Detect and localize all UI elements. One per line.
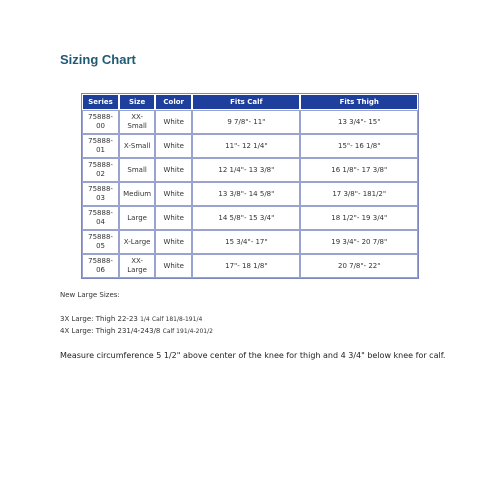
size-note-3x-calf: Calf 181/8-191/4 (151, 316, 203, 323)
cell-fits-thigh: 19 3/4"- 20 7/8" (300, 230, 418, 254)
header-fits-calf: Fits Calf (192, 94, 300, 110)
header-fits-thigh: Fits Thigh (300, 94, 418, 110)
cell-fits-calf: 12 1/4"- 13 3/8" (192, 158, 300, 182)
series-prefix: 75888- (88, 209, 113, 217)
cell-fits-calf: 11"- 12 1/4" (192, 134, 300, 158)
cell-series (82, 230, 119, 254)
cell-color: White (155, 206, 192, 230)
cell-size: X-Large (119, 230, 155, 254)
series-suffix: 05 (96, 242, 105, 250)
table-row (82, 230, 418, 254)
cell-fits-calf: 9 7/8"- 11" (192, 110, 300, 134)
measurement-instructions: Measure circumference 5 1/2" above center of the knee for thigh and 4 3/4" below knee for calf. (60, 351, 446, 360)
series-suffix: 06 (96, 266, 105, 274)
cell-color: White (155, 134, 192, 158)
table-row (82, 110, 418, 134)
series-suffix: 01 (96, 146, 105, 154)
cell-size (119, 254, 155, 278)
cell-series (82, 134, 119, 158)
size-line-1: XX- (131, 113, 144, 121)
series-suffix: 04 (96, 218, 105, 226)
new-large-sizes-heading: New Large Sizes: (60, 291, 120, 299)
cell-color: White (155, 254, 192, 278)
size-note-4x (60, 327, 213, 335)
series-prefix: 75888- (88, 113, 113, 121)
series-prefix: 75888- (88, 137, 113, 145)
header-size: Size (119, 94, 155, 110)
header-series: Series (82, 94, 119, 110)
cell-color: White (155, 182, 192, 206)
series-prefix: 75888- (88, 233, 113, 241)
cell-series (82, 182, 119, 206)
cell-fits-thigh: 20 7/8"- 22" (300, 254, 418, 278)
cell-size: Large (119, 206, 155, 230)
size-line-2: Large (127, 266, 147, 274)
cell-fits-thigh: 17 3/8"- 181/2" (300, 182, 418, 206)
series-suffix: 00 (96, 122, 105, 130)
cell-size: X-Small (119, 134, 155, 158)
table-row (82, 134, 418, 158)
cell-fits-thigh: 18 1/2"- 19 3/4" (300, 206, 418, 230)
cell-fits-calf: 14 5/8"- 15 3/4" (192, 206, 300, 230)
size-line-1: XX- (131, 257, 144, 265)
cell-color: White (155, 158, 192, 182)
size-line-2: Small (127, 122, 147, 130)
cell-color: White (155, 230, 192, 254)
cell-color: White (155, 110, 192, 134)
size-note-3x (60, 315, 202, 323)
size-note-3x-label: 3X Large: Thigh 22-23 (60, 315, 138, 323)
cell-size: Small (119, 158, 155, 182)
series-suffix: 02 (96, 170, 105, 178)
size-note-4x-calf: Calf 191/4-201/2 (162, 328, 213, 335)
page-title: Sizing Chart (60, 52, 136, 67)
cell-series (82, 206, 119, 230)
table-row (82, 254, 418, 278)
size-note-3x-fraction: 1/4 (140, 316, 150, 323)
table-header-row (82, 94, 418, 110)
series-prefix: 75888- (88, 161, 113, 169)
cell-size (119, 110, 155, 134)
cell-series (82, 158, 119, 182)
table-row (82, 206, 418, 230)
sizing-table (81, 93, 419, 279)
cell-series (82, 110, 119, 134)
cell-series (82, 254, 119, 278)
cell-fits-thigh: 13 3/4"- 15" (300, 110, 418, 134)
size-note-4x-label: 4X Large: Thigh 231/4-243/8 (60, 327, 161, 335)
header-color: Color (155, 94, 192, 110)
table-row (82, 158, 418, 182)
cell-size: Medium (119, 182, 155, 206)
series-prefix: 75888- (88, 257, 113, 265)
series-prefix: 75888- (88, 185, 113, 193)
cell-fits-calf: 15 3/4"- 17" (192, 230, 300, 254)
cell-fits-calf: 17"- 18 1/8" (192, 254, 300, 278)
series-suffix: 03 (96, 194, 105, 202)
cell-fits-thigh: 15"- 16 1/8" (300, 134, 418, 158)
table-row (82, 182, 418, 206)
cell-fits-thigh: 16 1/8"- 17 3/8" (300, 158, 418, 182)
cell-fits-calf: 13 3/8"- 14 5/8" (192, 182, 300, 206)
